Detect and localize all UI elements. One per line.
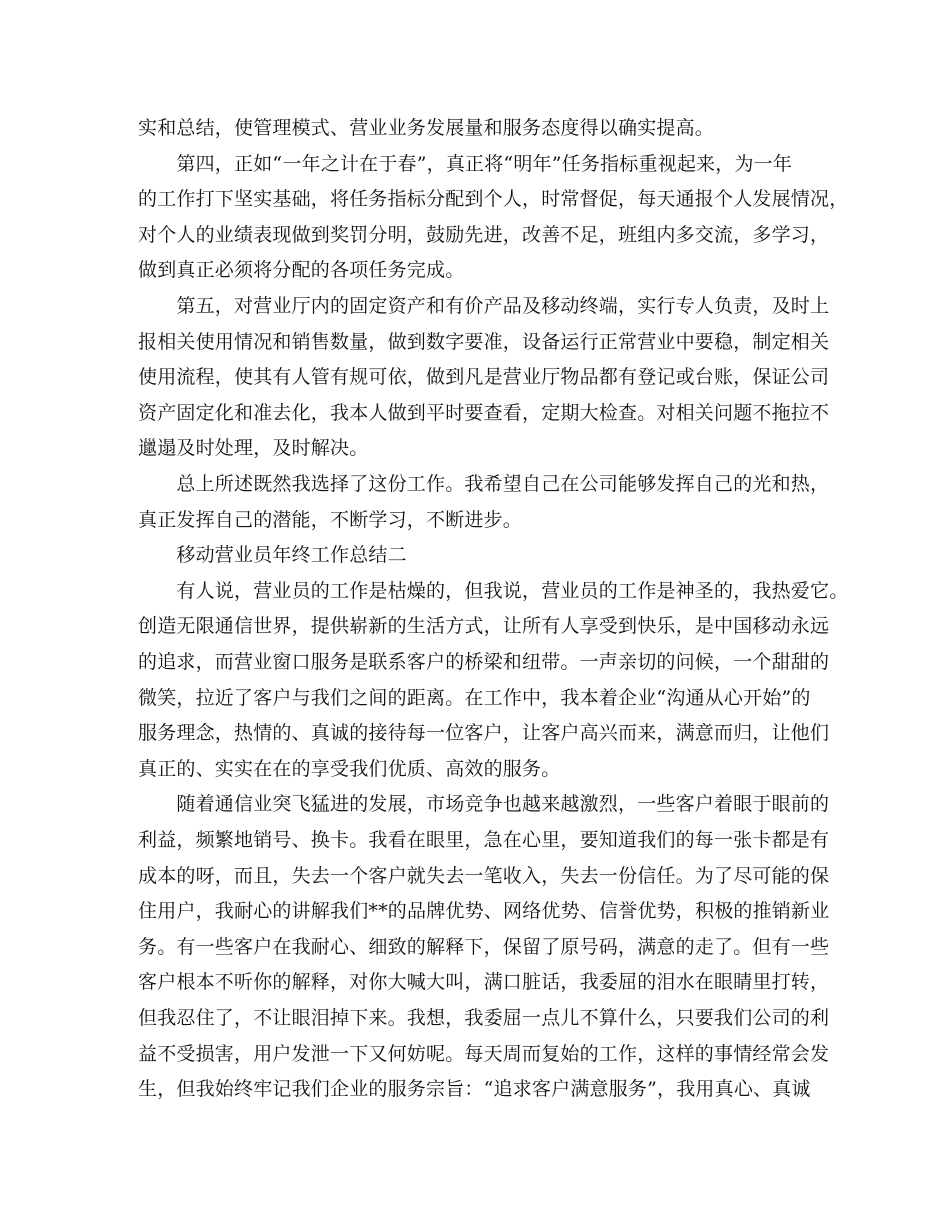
- text-line: 实和总结，使管理模式、营业业务发展量和服务态度得以确实提高。: [138, 117, 715, 139]
- text-line: 有人说，营业员的工作是枯燥的，但我说，营业员的工作是神圣的，我热爱它。: [138, 579, 849, 602]
- text-line: 成本的呀，而且，失去一个客户就失去一笔收入，失去一份信任。为了尽可能的保: [138, 864, 830, 887]
- text-line: 真正发挥自己的潜能，不断学习，不断进步。: [138, 508, 523, 531]
- text-line: 对个人的业绩表现做到奖罚分明，鼓励先进，改善不足，班组内多交流，多学习，: [138, 223, 830, 246]
- text-line: 但我忍住了，不让眼泪掉下来。我想，我委屈一点儿不算什么，只要我们公司的利: [138, 1007, 830, 1029]
- text-line: 邋遢及时处理，及时解决。: [138, 437, 369, 460]
- text-line: 做到真正必须将分配的各项任务完成。: [138, 259, 465, 282]
- text-line: 务。有一些客户在我耐心、细致的解释下，保留了原号码，满意的走了。但有一些: [138, 935, 830, 958]
- text-line: 创造无限通信世界，提供崭新的生活方式，让所有人享受到快乐，是中国移动永远: [138, 615, 830, 638]
- text-line: 利益，频繁地销号、换卡。我看在眼里，急在心里，要知道我们的每一张卡都是有: [138, 829, 830, 851]
- text-line: 资产固定化和准去化，我本人做到平时要查看，定期大检查。对相关问题不拖拉不: [138, 401, 830, 424]
- text-line: 报相关使用情况和销售数量，做到数字要准，设备运行正常营业中要稳，制定相关: [138, 330, 830, 353]
- text-line: 真正的、实实在在的享受我们优质、高效的服务。: [138, 757, 561, 780]
- text-line: 益不受损害，用户发泄一下又何妨呢。每天周而复始的工作，这样的事情经常会发: [138, 1042, 830, 1065]
- text-line: 客户根本不听你的解释，对你大喊大叫，满口脏话，我委屈的泪水在眼睛里打转，: [138, 971, 830, 994]
- text-line: 使用流程，使其有人管有规可依，做到凡是营业厅物品都有登记或台账，保证公司: [138, 366, 830, 389]
- text-line: 服务理念，热情的、真诚的接待每一位客户，让客户高兴而来，满意而归，让他们: [138, 722, 830, 745]
- text-line: 第五，对营业厅内的固定资产和有价产品及移动终端，实行专人负责，及时上: [138, 295, 830, 317]
- section-heading: 移动营业员年终工作总结二: [138, 544, 407, 567]
- text-line: 生，但我始终牢记我们企业的服务宗旨：“追求客户满意服务”，我用真心、真诚: [138, 1078, 811, 1101]
- text-line: 住用户，我耐心的讲解我们**的品牌优势、网络优势、信誉优势，积极的推销新业: [138, 900, 830, 923]
- text-line: 随着通信业突飞猛进的发展，市场竞争也越来越激烈，一些客户着眼于眼前的: [138, 793, 830, 816]
- text-line: 的工作打下坚实基础，将任务指标分配到个人，时常督促，每天通报个人发展情况，: [138, 188, 849, 211]
- text-line: 微笑，拉近了客户与我们之间的距离。在工作中，我本着企业“沟通从心开始”的: [138, 686, 811, 709]
- text-line: 总上所述既然我选择了这份工作。我希望自己在公司能够发挥自己的光和热，: [138, 473, 830, 495]
- text-line: 第四，正如“一年之计在于春”，真正将“明年”任务指标重视起来，为一年: [138, 152, 793, 175]
- text-line: 的追求，而营业窗口服务是联系客户的桥梁和纽带。一声亲切的问候，一个甜甜的: [138, 651, 830, 673]
